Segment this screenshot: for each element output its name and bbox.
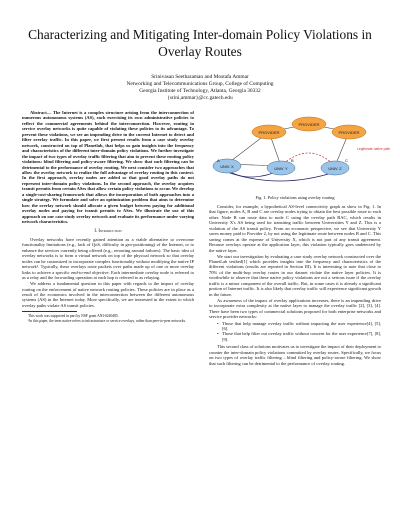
footnote-2: ¹In this paper, the term native refers to infrastructure or service overlays, rather than peer-to-peer networks. bbox=[28, 318, 186, 323]
node-c-label: C bbox=[345, 158, 348, 163]
legitimate-path-label: Legitimate native path bbox=[357, 147, 391, 151]
provider-1-cloud bbox=[252, 125, 286, 139]
author-names: Srinivasan Seetharaman and Mostafa Ammar bbox=[151, 74, 249, 80]
node-b-label: B bbox=[291, 158, 294, 163]
right-paragraph-1: Consider, for example, a hypothetical AS-level connectivity graph as show in Fig. 1. In that figure, nodes A, B and C are overlay nodes trying to obtain the best possible route to each other. Node B can route data to node C using the overlay path BAC, which results in University X's AS being used for transiting traffic between Universities Y and Z. This is a violation of the AS transit policy. From an economic perspective, we see that University Y saves money paid to Provider 2, by not using the legitimate route between nodes B and C. This saving comes at the expense of University X, which is not part of any transit agreement. Because overlays operate at the application layer, this violation typically goes undetected by the native layer. bbox=[209, 204, 381, 253]
section-heading-introduction: I. Introduction bbox=[94, 228, 122, 234]
node-a-label: A bbox=[217, 158, 220, 163]
right-column bbox=[209, 204, 381, 367]
left-column bbox=[22, 110, 194, 323]
right-paragraph-3: As awareness of the impact of overlay applications increases, there is an impending drive to incorporate extra complexity at the native layer to manage the overlay traffic [2], [3], [4]. There have been two types of commercial solutions proposed for both enterprise networks and service provider networks: bbox=[209, 297, 381, 320]
provider-3-cloud bbox=[332, 125, 366, 139]
abstract: Abstract— The Internet is a complex structure arising from the interconnection of numerous autonomous systems (AS), each exercising its own administrative policies to reflect the commercial agreements behind the interconnection. However, routing in service overlay networks is quite capable of violating these policies to its advantage. To prevent these violations, we see an impending drive in the current Internet to detect and filter overlay traffic. In this paper, we first present results from a case study overlay network, constructed on top of Planetlab, that helps us gain insights into the frequency and characteristics of the different inter-domain policy violations. We further investigate the impact of two types of overlay traffic filtering that aim to prevent these routing policy violations: blind filtering and policy-aware filtering. We show that such filtering can be detrimental to the performance of overlay routing. We next consider two approaches that allow the overlay network to realize the full advantage of overlay routing in this context. In the first approach, overlay nodes are added so that good overlay paths do not represent inter-domain policy violations. In the second approach, the overlay acquires transit permits from certain ASes that allow certain policy violations to occur. We develop a single-cost-sharing framework that allows the incorporation of both approaches into a single strategy. We formulate and solve an optimization problem that aims to determine how the overlay network should allocate a given budget between paying for additional overlay nodes and paying for transit permits to ASes. We illustrate the use of this approach on our case study overlay network and evaluate its performance under varying network characteristics. bbox=[22, 110, 194, 225]
intro-paragraph-2: We address a fundamental question in this paper with regards to the impact of overlay routing on the enforcement of native network routing policies. These policies are in place as a result of the economics involved in the interconnection between the different autonomous systems (AS) in the Internet today. More specifically, we are interested in the extent to which overlay paths violate AS transit policies. bbox=[22, 281, 194, 308]
provider-2-cloud bbox=[292, 117, 326, 131]
provider-3-label: PROVIDER bbox=[338, 130, 360, 135]
figure-1 bbox=[209, 110, 391, 202]
bullet-item: • Those that help filter out overlay traffic without concern for the user experience[7], [8], [9]. bbox=[217, 331, 381, 342]
author-institution: Georgia Institute of Technology, Atlanta, Georgia 30332 bbox=[139, 88, 261, 94]
univ-z-label: UNIV. Z bbox=[328, 167, 342, 171]
figure-1-caption: Fig. 1. Policy violations using overlay routing bbox=[255, 195, 335, 200]
bullet-item: • Those that help manage overlay traffic without impacting the user experience[4], [5], [6]. bbox=[217, 321, 381, 332]
footnote-divider bbox=[22, 311, 77, 312]
intro-paragraph-1: Overlay networks have recently gained attention as a viable alternative to overcome functionality limitations (e.g., lack of QoS, difficulty in geo-positioning) of the Internet, or to enhance the services currently being offered (e.g., rerouting around failures). The basic idea of overlay networks is to form a virtual network on top of the physical network so that overlay nodes can be customized to incorporate complex functionality without modifying the native IP network¹. Typically, these overlays route packets over paths made up of one or more overlay links to achieve a specific end-to-end objective. Each intermediate overlay node is referred to as a relay and the forwarding operation at each hop is referred to as relaying. bbox=[22, 236, 194, 281]
figure-1-diagram bbox=[209, 110, 391, 192]
author-block bbox=[20, 74, 380, 102]
right-paragraph-4: This second class of solutions motivates us to investigate the impact of their deployment to counter the inter-domain policy violations committed by overlay routes. Specifically, we focus on two types of overlay traffic filtering – blind filtering and policy-aware filtering. We show that such filtering can be detrimental to the performance of overlay routing. bbox=[209, 344, 381, 366]
author-email: {srini,ammar}@cc.gatech.edu bbox=[167, 95, 233, 101]
univ-x-label: UNIV. X bbox=[220, 165, 234, 169]
provider-2-label: PROVIDER bbox=[298, 122, 320, 127]
univ-y-cloud bbox=[267, 161, 295, 175]
solution-bullet-list bbox=[209, 321, 381, 343]
author-affiliation: Networking and Telecommunications Group, College of Computing bbox=[126, 81, 274, 87]
provider-1-label: PROVIDER bbox=[258, 130, 280, 135]
footnote-1: This work was supported in part by NSF grant ANI-0240485. bbox=[28, 314, 119, 319]
univ-z-cloud bbox=[321, 161, 349, 175]
right-paragraph-2: We start our investigation by evaluating a case study overlay network constructed over the PlanetLab testbed[1] which provides insights into the frequency and characteristics of the different violations (results are reported in Section III). It is interesting to note that close to 70% of the multi-hop overlay routes in our dataset violate the native layer policies. It is worthwhile to observe that these native policy violations are not a serious issue if the overlay traffic is a minor component of the overall traffic. But, in some cases it is already a significant portion of Internet traffic. It is also likely that overlay traffic will experience significant growth in the future. bbox=[209, 253, 381, 297]
univ-y-label: UNIV. Y bbox=[274, 167, 288, 171]
paper-title: Characterizing and Mitigating Inter-domain Policy Violations in Overlay Routes bbox=[28, 27, 372, 59]
